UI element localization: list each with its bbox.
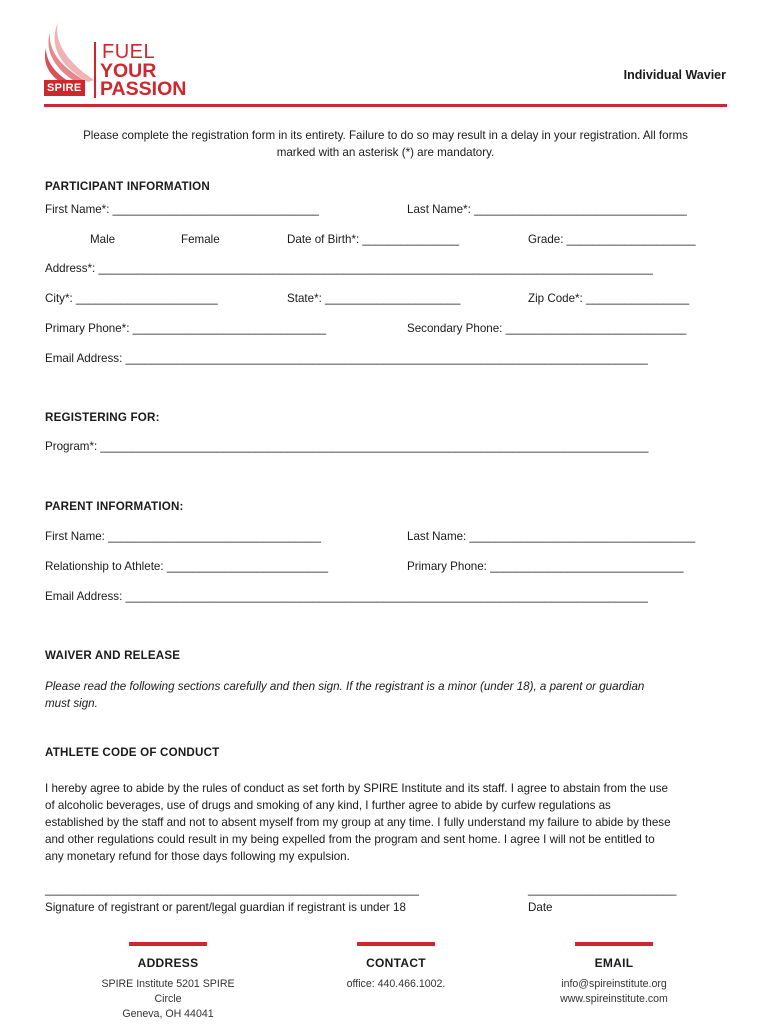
participant-secondary-phone-field[interactable]: Secondary Phone: ____________________________: [407, 322, 687, 335]
participant-heading: PARTICIPANT INFORMATION: [45, 180, 210, 193]
date-line[interactable]: _______________________: [528, 883, 677, 896]
waiver-line-1: Please read the following sections carefully and then sign. If the registrant is a minor (under 18), a parent or guardian: [45, 680, 645, 693]
parent-last-name-field[interactable]: Last Name: ___________________________________: [407, 530, 696, 543]
parent-heading: PARENT INFORMATION:: [45, 500, 184, 513]
city-field[interactable]: City*: ______________________: [45, 292, 218, 305]
intro-line-2: marked with an asterisk (*) are mandatory.: [276, 146, 495, 159]
footer-email: [536, 942, 692, 1007]
participant-last-name-field[interactable]: Last Name*: _________________________________: [407, 203, 687, 216]
signature-label: Signature of registrant or parent/legal guardian if registrant is under 18: [45, 901, 406, 914]
address-field[interactable]: Address*: ______________________________________________________________________________________: [45, 262, 654, 275]
intro-line-1: Please complete the registration form in its entirety. Failure to do so may result in a delay in your registration. All forms: [83, 129, 688, 142]
footer-address: [90, 942, 246, 1022]
date-label: Date: [528, 901, 553, 914]
footer-address-title: ADDRESS: [137, 956, 199, 970]
relationship-field[interactable]: Relationship to Athlete: _________________________: [45, 560, 329, 573]
grade-field[interactable]: Grade: ____________________: [528, 233, 696, 246]
conduct-line: and other regulations could result in my being expelled from the program and sent home. I agree I will not be entitled to: [45, 833, 655, 846]
footer-email-title: EMAIL: [594, 956, 634, 970]
conduct-line: established by the staff and not to absent myself from my group at any time. I fully understand my failure to abide by these: [45, 816, 671, 829]
participant-email-field[interactable]: Email Address: _________________________________________________________________________________: [45, 352, 648, 365]
conduct-line: any monetary refund for those days following my expulsion.: [45, 850, 350, 863]
spire-logo: [44, 22, 194, 100]
logo-divider: [94, 42, 96, 98]
participant-primary-phone-field[interactable]: Primary Phone*: ______________________________: [45, 322, 327, 335]
state-field[interactable]: State*: _____________________: [287, 292, 461, 305]
footer-email-bar: [575, 942, 653, 946]
participant-first-name-field[interactable]: First Name*: ________________________________: [45, 203, 319, 216]
waiver-instructions: [45, 678, 735, 712]
conduct-line: of alcoholic beverages, use of drugs and smoking of any kind, I further agree to abide by curfew regulations as: [45, 799, 611, 812]
footer-website-link[interactable]: www.spireinstitute.com: [560, 993, 668, 1005]
zip-code-field[interactable]: Zip Code*: ________________: [528, 292, 690, 305]
program-field[interactable]: Program*: _____________________________________________________________________________________: [45, 440, 649, 453]
form-title: Individual Wavier: [623, 68, 726, 82]
registering-heading: REGISTERING FOR:: [45, 411, 160, 424]
header-rule: [44, 104, 727, 107]
waiver-heading: WAIVER AND RELEASE: [45, 649, 181, 662]
footer-address-line-1: SPIRE Institute 5201 SPIRE Circle: [101, 978, 235, 1005]
spire-swoosh-icon: [44, 22, 96, 84]
waiver-line-2: must sign.: [45, 697, 98, 710]
conduct-text: [45, 780, 735, 865]
footer-contact: [318, 942, 474, 992]
footer-contact-bar: [357, 942, 435, 946]
date-of-birth-field[interactable]: Date of Birth*: _______________: [287, 233, 460, 246]
parent-first-name-field[interactable]: First Name: _________________________________: [45, 530, 321, 543]
parent-email-field[interactable]: Email Address: _________________________________________________________________________________: [45, 590, 648, 603]
footer-address-bar: [129, 942, 207, 946]
logo-fuel: FUEL: [102, 41, 156, 63]
footer-address-line-2: Geneva, OH 44041: [122, 1008, 214, 1020]
parent-primary-phone-field[interactable]: Primary Phone: ______________________________: [407, 560, 684, 573]
conduct-line: I hereby agree to abide by the rules of conduct as set forth by SPIRE Institute and its staff. I agree to abstain from the use: [45, 782, 668, 795]
footer-contact-phone[interactable]: office: 440.466.1002.: [346, 978, 446, 990]
logo-your: YOUR: [100, 60, 157, 82]
spire-badge: SPIRE: [44, 80, 85, 96]
gender-female-option[interactable]: Female: [181, 233, 220, 246]
footer-email-link[interactable]: info@spireinstitute.org: [561, 978, 667, 990]
conduct-heading: ATHLETE CODE OF CONDUCT: [45, 746, 220, 759]
footer-contact-title: CONTACT: [366, 956, 426, 970]
gender-male-option[interactable]: Male: [90, 233, 116, 246]
intro-text: [44, 127, 727, 161]
logo-passion: PASSION: [100, 78, 187, 100]
signature-line[interactable]: __________________________________________________________: [45, 883, 419, 896]
